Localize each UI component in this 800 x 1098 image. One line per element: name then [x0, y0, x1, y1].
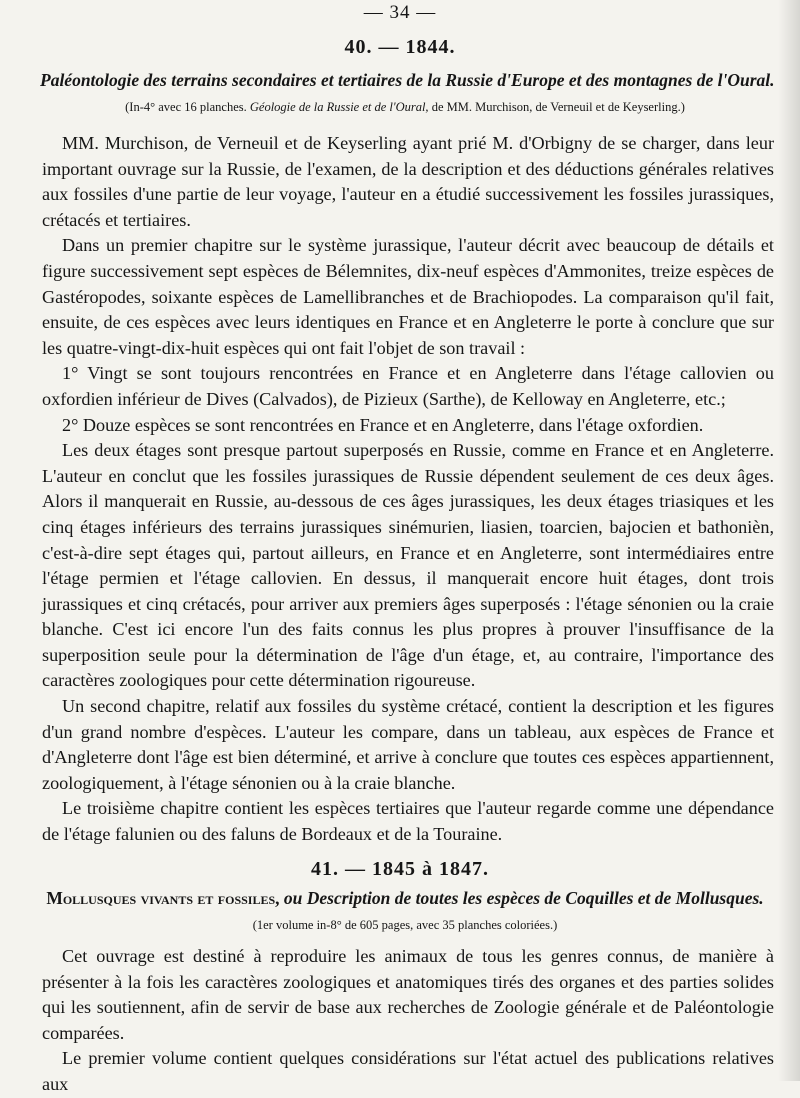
page-number: — 34 — [363, 2, 437, 23]
paragraph: 2° Douze espèces se sont rencontrées en France et en Angleterre, dans l'étage oxfordien. [62, 414, 704, 435]
paragraph: Dans un premier chapitre sur le système jurassique, l'auteur décrit avec beaucoup de détails et figure successivement sept espèces de Bélemnites, dix-neuf espèces d'Ammonites, treize espèces de Gastéropodes, soixante espèces de Lamellibranches et de Brachiopodes. La comparaison qu'il fait, ensuite, de ces espèces avec leurs identiques en France et en Angleterre le porte à conclure que sur les quatre-vingt-dix-huit espèces qui ont fait l'objet de son travail : [42, 235, 774, 358]
paragraph: Le premier volume contient quelques considérations sur l'état actuel des publications relatives aux [42, 1048, 774, 1094]
entry-40-heading: 40. — 1844. [344, 36, 456, 58]
entry-40-subtitle [60, 100, 750, 115]
entry-40-subtitle-authors: de MM. Murchison, de Verneuil et de Keyserling.) [431, 100, 685, 114]
entry-40-title: Paléontologie des terrains secondaires et tertiaires de la Russie d'Europe et des montagnes de l'Oural. [40, 70, 775, 90]
page-spine-shadow [778, 0, 800, 1081]
paragraph: Le troisième chapitre contient les espèces tertiaires que l'auteur regarde comme une dépendance de l'étage falunien ou des faluns de Bordeaux et de la Touraine. [42, 798, 774, 845]
entry-41-title-main: Mollusques vivants et fossiles, [46, 888, 280, 908]
entry-41-heading: 41. — 1845 à 1847. [311, 858, 489, 880]
entry-41-title [40, 888, 770, 909]
entry-40-subtitle-work: Géologie de la Russie et de l'Oural, [249, 100, 429, 114]
entry-41-body [42, 944, 774, 1098]
paragraph: Un second chapitre, relatif aux fossiles du système crétacé, contient la description et les figures d'un grand nombre d'espèces. L'auteur les compare, dans un tableau, aux espèces de France et d'Angleterre dont l'âge est bien déterminé, et arrive à conclure que toutes ces espèces appartiennent, zoologiquement, à l'étage sénonien ou à la craie blanche. [42, 696, 774, 793]
entry-40-subtitle-prefix: (In-4° avec 16 planches. [125, 100, 247, 114]
paragraph: Les deux étages sont presque partout superposés en Russie, comme en France et en Angleterre. L'auteur en conclut que les fossiles jurassiques de Russie dépendent seulement de ces deux âges. Alors il manquerait en Russie, au-dessous de ces âges jurassiques, les deux étages triasiques et les cinq étages inférieurs des terrains jurassiques sinémurien, liasien, toarcien, bajocien et bathonièn, c'est-à-dire sept étages qui, partout ailleurs, en France et en Angleterre, sont intermédiaires entre l'étage permien et l'étage callovien. En dessus, il manquerait encore huit étages, dont trois jurassiques et cinq crétacés, pour arriver aux premiers âges superposés : l'étage sénonien ou la craie blanche. C'est ici encore l'un des faits connus les plus propres à prouver l'insuffisance de la superposition seule pour la détermination de l'âge d'un étage, et, au contraire, l'importance des caractères zoologiques pour cette détermination rigoureuse. [42, 440, 774, 691]
paragraph: 1° Vingt se sont toujours rencontrées en France et en Angleterre dans l'étage callovien ou oxfordien inférieur de Dives (Calvados), de Pizieux (Sarthe), de Kelloway en Angleterre, etc.; [42, 363, 774, 409]
paragraph: MM. Murchison, de Verneuil et de Keyserling ayant prié M. d'Orbigny de se charger, dans leur important ouvrage sur la Russie, de l'examen, de la description et des déductions générales relatives aux fossiles d'une partie de leur voyage, l'auteur en a étudié successivement les fossiles jurassiques, crétacés et tertiaires. [42, 133, 774, 230]
entry-41-subtitle: (1er volume in-8° de 605 pages, avec 35 planches coloriées.) [252, 918, 558, 932]
paragraph: Cet ouvrage est destiné à reproduire les animaux de tous les genres connus, de manière à présenter à la fois les caractères zoologiques et anatomiques tirés des organes et des parties solides qui les soutiennent, afin de servir de base aux recherches de Zoologie générale et de Paléontologie comparées. [42, 946, 774, 1043]
entry-41-title-description: ou Description de toutes les espèces de Coquilles et de Mollusques. [283, 888, 764, 908]
entry-40-body [42, 131, 774, 848]
